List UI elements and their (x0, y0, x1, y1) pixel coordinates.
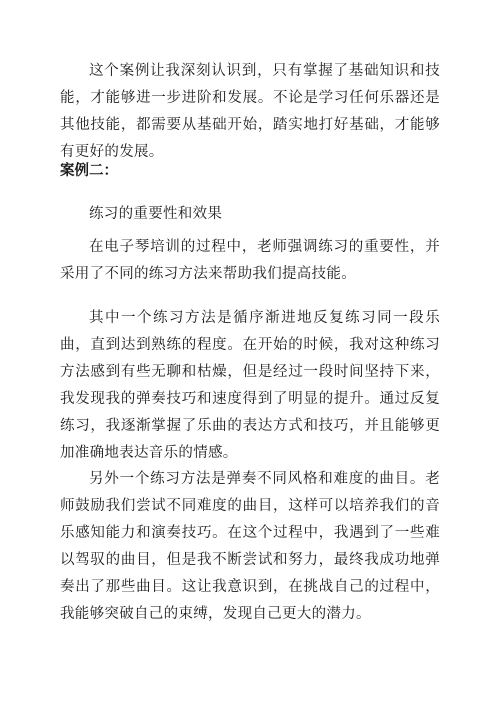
paragraph-1: 这个案例让我深刻认识到，只有掌握了基础知识和技能，才能够进一步进阶和发展。不论是学习任何乐器还是其他技能，都需要从基础开始，踏实地打好基础，才能够有更好的发展。 (60, 63, 440, 160)
paragraph-4: 另外一个练习方法是弹奏不同风格和难度的曲目。老师鼓励我们尝试不同难度的曲目，这样可以培养我们的音乐感知能力和演奏技巧。在这个过程中，我遇到了一些难以驾驭的曲目，但是我不断尝试和努力，最终我成功地弹奏出了那些曲目。这让我意识到，在挑战自己的过程中，我能够突破自己的束缚，发现自己更大的潜力。 (60, 471, 440, 622)
case-heading: 案例二： (60, 162, 118, 179)
paragraph-2: 在电子琴培训的过程中，老师强调练习的重要性，并采用了不同的练习方法来帮助我们提高技能。 (60, 239, 440, 282)
section-subtitle: 练习的重要性和效果 (89, 206, 223, 222)
paragraph-3: 其中一个练习方法是循序渐进地反复练习同一段乐曲，直到达到熟练的程度。在开始的时候，我对这种练习方法感到有些无聊和枯燥，但是经过一段时间坚持下来，我发现我的弹奏技巧和速度得到了明显的提升。通过反复练习，我逐渐掌握了乐曲的表达方式和技巧，并且能够更加准确地表达音乐的情感。 (60, 310, 440, 461)
